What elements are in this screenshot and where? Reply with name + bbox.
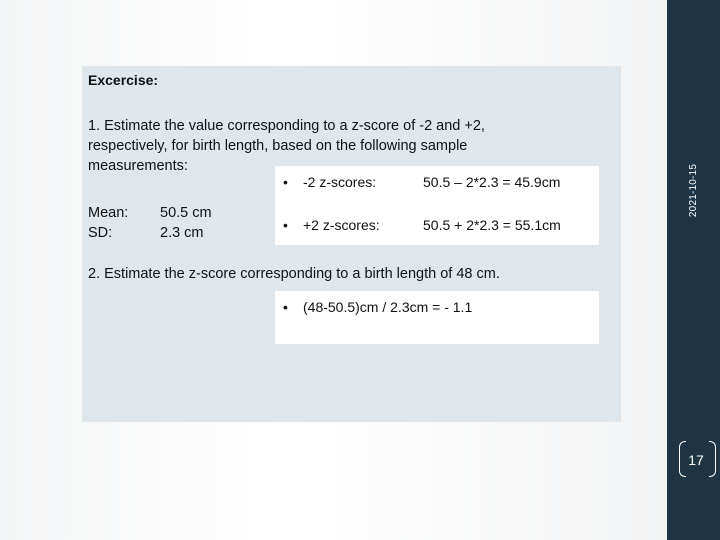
sd-label: SD: [88,225,113,241]
bullet: • [283,174,288,190]
z-score-result: (48-50.5)cm / 2.3cm = - 1.1 [303,299,473,315]
date-text: 2021-10-15 [688,163,700,217]
z-score-label: +2 z-scores: [303,217,380,233]
answer-1-box [275,166,599,245]
slide-title: Excercise: [88,72,159,88]
answer-2-box [275,291,599,344]
answer-line-plus2 [283,217,561,233]
mean-row [88,203,212,223]
mean-value: 50.5 cm [160,205,212,221]
answer-line-minus2 [283,174,560,190]
z-score-calculation: 50.5 + 2*2.3 = 55.1cm [423,217,561,233]
answer-line-z-score [283,299,472,315]
date-label [674,110,714,270]
sd-row [88,223,212,243]
sample-measurements [88,203,212,243]
bullet: • [283,299,288,315]
z-score-calculation: 50.5 – 2*2.3 = 45.9cm [423,174,561,190]
sd-value: 2.3 cm [160,225,204,241]
bullet: • [283,217,288,233]
mean-label: Mean: [88,205,129,221]
page-number: 17 [688,452,704,468]
z-score-label: -2 z-scores: [303,174,377,190]
question-2: 2. Estimate the z-score corresponding to a birth length of 48 cm. [88,266,500,282]
question-1: 1. Estimate the value corresponding to a z-score of -2 and +2, respectively, for birth length, based on the following sample measurements: [88,118,485,174]
